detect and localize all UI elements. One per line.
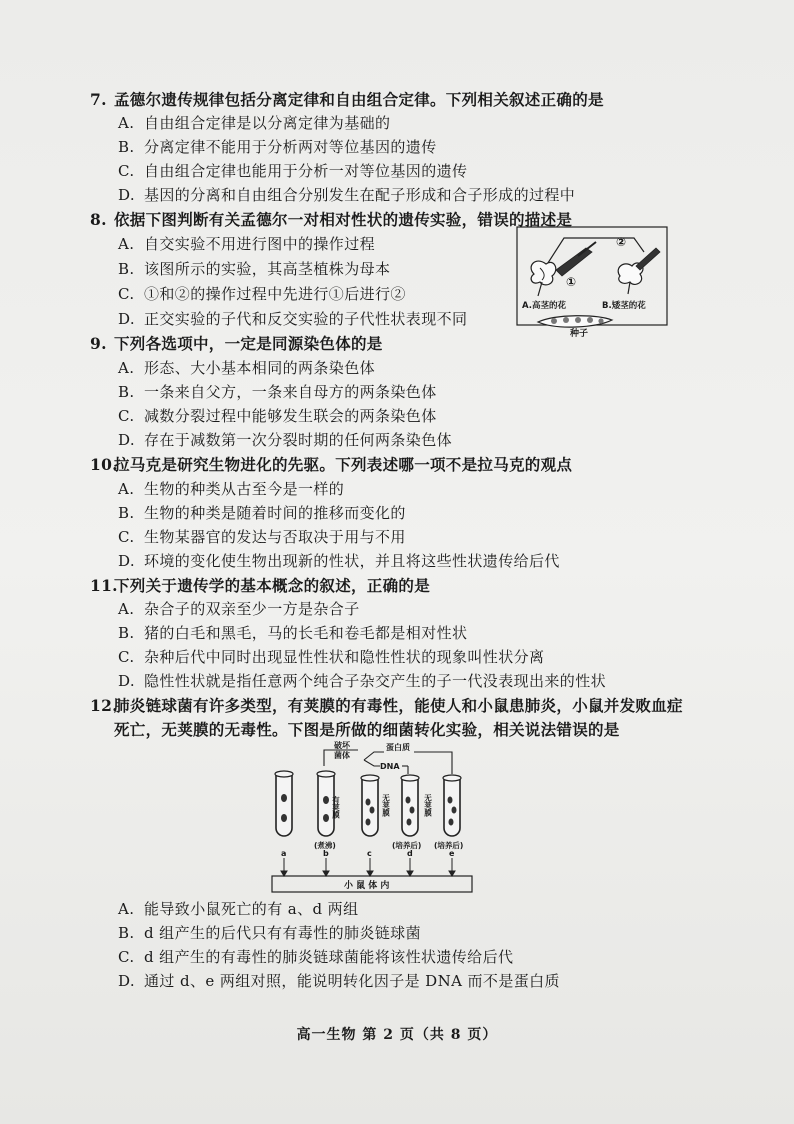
q9-option-c: C. 减数分裂过程中能够发生联会的两条染色体	[118, 407, 437, 425]
page-footer: 高一生物 第 2 页（共 8 页）	[296, 1027, 498, 1043]
q9-option-d: D. 存在于减数第一次分裂时期的任何两条染色体	[118, 431, 453, 449]
protein-label: 蛋白质	[386, 743, 410, 752]
q11-option-a: A. 杂合子的双亲至少一方是杂合子	[118, 600, 360, 618]
q8-option-c: C. ①和②的操作过程中先进行①后进行②	[118, 285, 406, 303]
q7-option-b: B. 分离定律不能用于分析两对等位基因的遗传	[118, 138, 437, 156]
question-9-stem: 9. 下列各选项中，一定是同源染色体的是	[90, 334, 383, 353]
q9-option-b: B. 一条来自父方，一条来自母方的两条染色体	[118, 383, 437, 401]
tube-c	[361, 775, 379, 836]
destroy-label: 破坏	[334, 741, 350, 750]
question-12-stem: 12.肺炎链球菌有许多类型，有荚膜的有毒性，能使人和小鼠患肺炎，小鼠并发败血症	[90, 696, 683, 715]
step-1-label: ①	[566, 275, 577, 289]
q8-option-d: D. 正交实验的子代和反交实验的子代性状表现不同	[118, 310, 468, 328]
q11-option-d: D. 隐性性状就是指任意两个纯合子杂交产生的子一代没表现出来的性状	[118, 672, 607, 690]
tube-d	[401, 775, 419, 836]
tube-d-label: 无荚膜	[381, 794, 391, 817]
question-11-stem: 11.下列关于遗传学的基本概念的叙述，正确的是	[90, 576, 431, 595]
tube-b-label: 有荚膜	[331, 796, 341, 819]
tall-flower-drawing	[531, 261, 556, 296]
q8-option-b: B. 该图所示的实验，其高茎植株为母本	[118, 260, 391, 278]
q7-option-a: A. 自由组合定律是以分离定律为基础的	[118, 114, 391, 132]
q12-option-c: C. d 组产生的有毒性的肺炎链球菌能将该性状遗传给后代	[118, 948, 514, 966]
question-8-stem: 8. 依据下图判断有关孟德尔一对相对性状的遗传实验，错误的描述是	[90, 210, 573, 229]
cell-label: 菌体	[334, 751, 350, 760]
q12-option-a: A. 能导致小鼠死亡的有 a、d 两组	[118, 900, 359, 918]
tube-e-caption: (培养后)	[434, 841, 464, 850]
dna-label: DNA	[380, 762, 400, 771]
step-2-label: ②	[616, 235, 627, 249]
scissors-drawing	[556, 242, 596, 276]
q11-option-c: C. 杂种后代中同时出现显性性状和隐性性状的现象叫性状分离	[118, 648, 545, 666]
question-10-stem: 10.拉马克是研究生物进化的先驱。下列表述哪一项不是拉马克的观点	[90, 455, 573, 474]
q12-option-d: D. 通过 d、e 两组对照，能说明转化因子是 DNA 而不是蛋白质	[118, 972, 560, 990]
q8-option-a: A. 自交实验不用进行图中的操作过程	[118, 235, 376, 253]
tube-e	[443, 775, 461, 836]
q10-option-c: C. 生物某器官的发达与否取决于用与不用	[118, 528, 406, 546]
tube-d-caption: (培养后)	[392, 841, 422, 850]
mouse-body-label: 小 鼠 体 内	[344, 881, 390, 891]
seed-label: 种子	[570, 329, 589, 338]
short-flower-label: B.矮茎的花	[602, 301, 646, 311]
tall-flower-label: A.高茎的花	[522, 301, 566, 311]
letter-d: d	[407, 849, 413, 858]
q7-option-d: D. 基因的分离和自由组合分别发生在配子形成和合子形成的过程中	[118, 186, 576, 204]
q9-option-a: A. 形态、大小基本相同的两条染色体	[118, 359, 376, 377]
letter-b: b	[323, 849, 329, 858]
tube-e-label: 无荚膜	[423, 794, 433, 817]
q7-option-c: C. 自由组合定律也能用于分析一对等位基因的遗传	[118, 162, 468, 180]
q10-option-d: D. 环境的变化使生物出现新的性状，并且将这些性状遗传给后代	[118, 552, 560, 570]
q11-option-b: B. 猪的白毛和黑毛，马的长毛和卷毛都是相对性状	[118, 624, 468, 642]
letter-e: e	[449, 849, 455, 858]
q10-option-b: B. 生物的种类是随着时间的推移而变化的	[118, 504, 406, 522]
tube-b-caption: (煮沸)	[314, 841, 336, 850]
bacterial-transformation-figure	[262, 738, 484, 896]
q10-option-a: A. 生物的种类从古至今是一样的	[118, 480, 345, 498]
pea-pollination-figure	[516, 226, 668, 338]
question-12-stem-continued: 死亡，无荚膜的无毒性。下图是所做的细菌转化实验，相关说法错误的是	[114, 720, 620, 739]
letter-a: a	[281, 849, 287, 858]
q12-option-b: B. d 组产生的后代只有有毒性的肺炎链球菌	[118, 924, 421, 942]
short-flower-drawing	[618, 248, 660, 294]
letter-c: c	[367, 849, 372, 858]
tube-a	[275, 771, 293, 836]
question-7-stem: 7. 孟德尔遗传规律包括分离定律和自由组合定律。下列相关叙述正确的是	[90, 90, 604, 109]
